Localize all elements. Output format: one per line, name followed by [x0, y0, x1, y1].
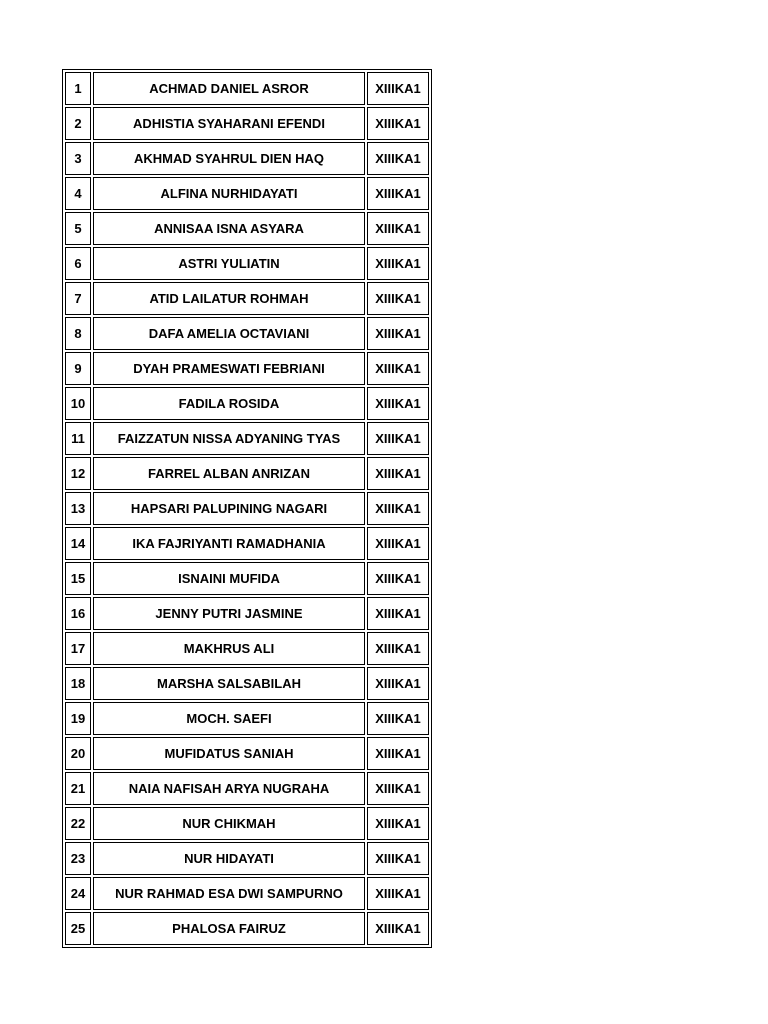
student-name-cell: NUR CHIKMAH — [93, 807, 365, 840]
class-code-cell: XIIIKA1 — [367, 737, 429, 770]
class-code-cell: XIIIKA1 — [367, 842, 429, 875]
student-roster-table — [62, 69, 432, 948]
table-row — [65, 457, 429, 490]
student-name-cell: FADILA ROSIDA — [93, 387, 365, 420]
student-name-cell: MUFIDATUS SANIAH — [93, 737, 365, 770]
student-name-cell: ATID LAILATUR ROHMAH — [93, 282, 365, 315]
student-name-cell: DYAH PRAMESWATI FEBRIANI — [93, 352, 365, 385]
class-code-cell: XIIIKA1 — [367, 422, 429, 455]
student-name-cell: MOCH. SAEFI — [93, 702, 365, 735]
class-code-cell: XIIIKA1 — [367, 807, 429, 840]
class-code-cell: XIIIKA1 — [367, 702, 429, 735]
student-name-cell: ANNISAA ISNA ASYARA — [93, 212, 365, 245]
student-name-cell: ISNAINI MUFIDA — [93, 562, 365, 595]
student-name-cell: DAFA AMELIA OCTAVIANI — [93, 317, 365, 350]
table-row — [65, 807, 429, 840]
row-number-cell: 1 — [65, 72, 91, 105]
row-number-cell: 21 — [65, 772, 91, 805]
table-row — [65, 527, 429, 560]
row-number-cell: 3 — [65, 142, 91, 175]
student-name-cell: MARSHA SALSABILAH — [93, 667, 365, 700]
table-row — [65, 632, 429, 665]
class-code-cell: XIIIKA1 — [367, 212, 429, 245]
row-number-cell: 11 — [65, 422, 91, 455]
table-row — [65, 702, 429, 735]
class-code-cell: XIIIKA1 — [367, 387, 429, 420]
student-name-cell: AKHMAD SYAHRUL DIEN HAQ — [93, 142, 365, 175]
class-code-cell: XIIIKA1 — [367, 667, 429, 700]
student-name-cell: IKA FAJRIYANTI RAMADHANIA — [93, 527, 365, 560]
class-code-cell: XIIIKA1 — [367, 597, 429, 630]
row-number-cell: 19 — [65, 702, 91, 735]
class-code-cell: XIIIKA1 — [367, 352, 429, 385]
row-number-cell: 8 — [65, 317, 91, 350]
table-row — [65, 352, 429, 385]
table-row — [65, 282, 429, 315]
row-number-cell: 23 — [65, 842, 91, 875]
table-row — [65, 597, 429, 630]
class-code-cell: XIIIKA1 — [367, 877, 429, 910]
student-name-cell: NUR HIDAYATI — [93, 842, 365, 875]
class-code-cell: XIIIKA1 — [367, 492, 429, 525]
table-row — [65, 492, 429, 525]
table-row — [65, 877, 429, 910]
table-row — [65, 562, 429, 595]
row-number-cell: 6 — [65, 247, 91, 280]
class-code-cell: XIIIKA1 — [367, 247, 429, 280]
class-code-cell: XIIIKA1 — [367, 562, 429, 595]
table-row — [65, 142, 429, 175]
class-code-cell: XIIIKA1 — [367, 72, 429, 105]
table-row — [65, 72, 429, 105]
row-number-cell: 9 — [65, 352, 91, 385]
student-name-cell: ALFINA NURHIDAYATI — [93, 177, 365, 210]
table-row — [65, 317, 429, 350]
row-number-cell: 18 — [65, 667, 91, 700]
row-number-cell: 14 — [65, 527, 91, 560]
row-number-cell: 4 — [65, 177, 91, 210]
roster-body — [65, 72, 429, 945]
row-number-cell: 20 — [65, 737, 91, 770]
student-name-cell: ADHISTIA SYAHARANI EFENDI — [93, 107, 365, 140]
class-code-cell: XIIIKA1 — [367, 632, 429, 665]
class-code-cell: XIIIKA1 — [367, 317, 429, 350]
row-number-cell: 10 — [65, 387, 91, 420]
row-number-cell: 25 — [65, 912, 91, 945]
table-row — [65, 912, 429, 945]
table-row — [65, 737, 429, 770]
table-row — [65, 422, 429, 455]
row-number-cell: 7 — [65, 282, 91, 315]
table-row — [65, 667, 429, 700]
row-number-cell: 13 — [65, 492, 91, 525]
table-row — [65, 212, 429, 245]
class-code-cell: XIIIKA1 — [367, 142, 429, 175]
row-number-cell: 15 — [65, 562, 91, 595]
student-name-cell: PHALOSA FAIRUZ — [93, 912, 365, 945]
student-name-cell: MAKHRUS ALI — [93, 632, 365, 665]
table-row — [65, 247, 429, 280]
table-row — [65, 177, 429, 210]
document-page — [62, 69, 430, 948]
student-name-cell: FAIZZATUN NISSA ADYANING TYAS — [93, 422, 365, 455]
student-name-cell: ASTRI YULIATIN — [93, 247, 365, 280]
class-code-cell: XIIIKA1 — [367, 457, 429, 490]
row-number-cell: 16 — [65, 597, 91, 630]
table-row — [65, 107, 429, 140]
class-code-cell: XIIIKA1 — [367, 107, 429, 140]
table-row — [65, 772, 429, 805]
class-code-cell: XIIIKA1 — [367, 912, 429, 945]
row-number-cell: 17 — [65, 632, 91, 665]
row-number-cell: 2 — [65, 107, 91, 140]
row-number-cell: 12 — [65, 457, 91, 490]
class-code-cell: XIIIKA1 — [367, 772, 429, 805]
class-code-cell: XIIIKA1 — [367, 527, 429, 560]
table-row — [65, 842, 429, 875]
student-name-cell: JENNY PUTRI JASMINE — [93, 597, 365, 630]
student-name-cell: FARREL ALBAN ANRIZAN — [93, 457, 365, 490]
student-name-cell: NAIA NAFISAH ARYA NUGRAHA — [93, 772, 365, 805]
student-name-cell: NUR RAHMAD ESA DWI SAMPURNO — [93, 877, 365, 910]
student-name-cell: ACHMAD DANIEL ASROR — [93, 72, 365, 105]
class-code-cell: XIIIKA1 — [367, 282, 429, 315]
row-number-cell: 22 — [65, 807, 91, 840]
class-code-cell: XIIIKA1 — [367, 177, 429, 210]
row-number-cell: 24 — [65, 877, 91, 910]
table-row — [65, 387, 429, 420]
row-number-cell: 5 — [65, 212, 91, 245]
student-name-cell: HAPSARI PALUPINING NAGARI — [93, 492, 365, 525]
